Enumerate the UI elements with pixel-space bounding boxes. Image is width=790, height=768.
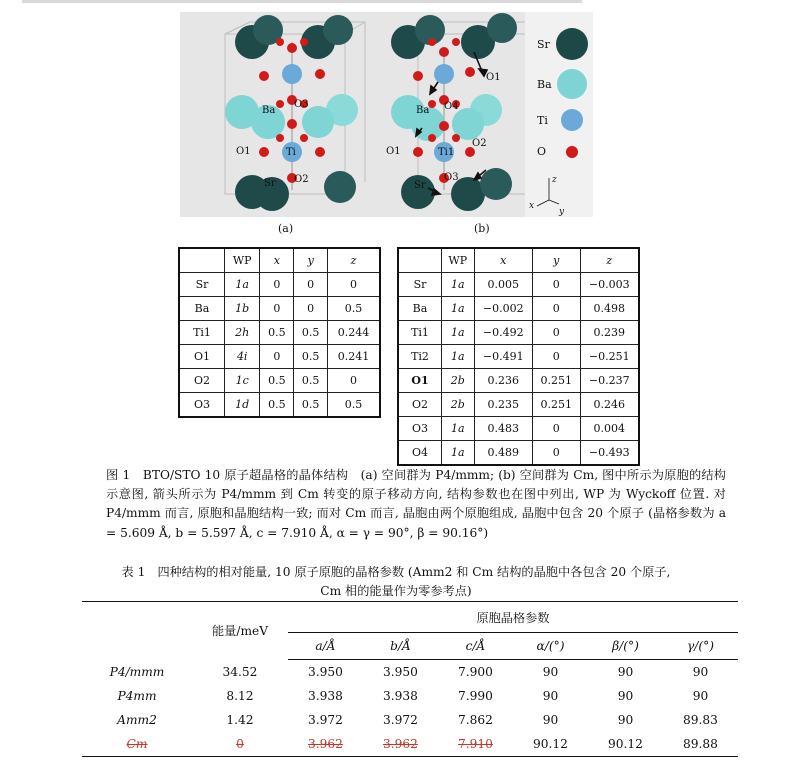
table-cell: 0.244	[328, 321, 380, 345]
table-cell: 3.950	[308, 665, 343, 679]
label-ti1: Ti1	[438, 147, 455, 158]
table-cell: 7.900	[458, 665, 493, 679]
legend-label-ba: Ba	[537, 78, 552, 91]
table-cell: 7.990	[458, 689, 493, 703]
axis-x: x	[529, 201, 535, 211]
energy-lattice-table	[82, 601, 738, 757]
table-header-group: 原胞晶格参数	[288, 602, 738, 633]
table-cell: 0.251	[532, 393, 580, 417]
table-cell: 7.910	[438, 732, 513, 757]
table-cell: Ba	[398, 297, 442, 321]
table-cell: 0.483	[474, 417, 532, 441]
table-subheader-cell: b/Å	[363, 633, 438, 660]
table1-title-line1: 表 1 四种结构的相对能量, 10 原子原胞的晶格参数 (Amm2 和 Cm 结构的晶胞中各包含 20 个原子,	[121, 565, 671, 579]
figure-caption: 图 1 BTO/STO 10 原子超晶格的晶体结构 (a) 空间群为 P4/mmm; (b) 空间群为 Cm, 图中所示为原胞的结构示意图, 箭头所示为 P4/mmm 到 Cm 转变的原子移动方向, 结构参数也在图中列出, WP 为 Wyckoff 位置. 对 P4/mmm 而言, 原胞和晶胞结构一致; 而对 Cm 而言, 晶胞由两个原胞组成, 晶胞中包含 20 个原子 (晶格参数为 a = 5.609 Å, b = 5.597 Å, c = 7.910 Å, α = γ = 90°, β = 90.16°)	[106, 468, 726, 540]
table-cell: −0.251	[580, 345, 639, 369]
table-cell: 0.251	[532, 369, 580, 393]
table-cell: 3.938	[308, 689, 343, 703]
table-row	[179, 369, 380, 393]
table-cell: Sr	[179, 273, 225, 297]
table-row	[398, 417, 639, 441]
table-cell: Ti2	[398, 345, 442, 369]
table-header-cell: x	[260, 248, 294, 273]
table-cell: 3.972	[383, 713, 418, 727]
table-cell: 0	[532, 345, 580, 369]
table-row	[82, 684, 738, 708]
table-cell: 1b	[225, 297, 260, 321]
table-cell: 0.5	[260, 369, 294, 393]
table-cell: 90	[617, 689, 634, 703]
cropped-text-line	[22, 0, 582, 3]
table-cell: 1c	[225, 369, 260, 393]
table-cell: 3.938	[383, 689, 418, 703]
table-cell: 89.83	[683, 713, 718, 727]
table-cell: 0.5	[328, 297, 380, 321]
legend-swatch-ti	[561, 109, 583, 131]
table-row	[82, 660, 738, 685]
crystal-structure-a	[180, 12, 390, 217]
table-cell: 4i	[225, 345, 260, 369]
table-cell: 1a	[442, 321, 475, 345]
table-cell: 0	[328, 273, 380, 297]
label-o1: O1	[386, 146, 401, 157]
table-cell: 1a	[442, 273, 475, 297]
table-cell: 0	[532, 441, 580, 466]
legend-label-ti: Ti	[537, 114, 548, 127]
table-cell: 0	[532, 273, 580, 297]
table-cell: 34.52	[222, 664, 258, 679]
table-row	[82, 732, 738, 757]
table-subheader-cell: γ/(°)	[663, 633, 738, 660]
table-cell: 1a	[225, 273, 260, 297]
table-header-cell: WP	[442, 248, 475, 273]
table-cell: 0.498	[580, 297, 639, 321]
table-header-cell	[398, 248, 442, 273]
table-cell: 0.5	[328, 393, 380, 418]
table-subheader-cell: β/(°)	[588, 633, 663, 660]
table-cell: 0.235	[474, 393, 532, 417]
label-o3: O3	[444, 172, 459, 183]
table-row	[398, 321, 639, 345]
table-row	[398, 369, 639, 393]
table-header-cell: y	[532, 248, 580, 273]
table-cell: 89.88	[663, 732, 738, 757]
label-o1: O1	[236, 146, 251, 157]
table-cell: 0.5	[294, 321, 328, 345]
legend-label-sr: Sr	[537, 38, 550, 51]
table-header-cell: WP	[225, 248, 260, 273]
table-cell: 0.5	[294, 369, 328, 393]
table-cell: O3	[398, 417, 442, 441]
table-cell: 0.239	[580, 321, 639, 345]
axis-y: y	[559, 207, 565, 217]
table-cell: Ti1	[398, 321, 442, 345]
table-cell: 90.12	[588, 732, 663, 757]
label-ti: Ti	[286, 147, 296, 158]
table-cell: −0.491	[474, 345, 532, 369]
table-subheader-cell: α/(°)	[513, 633, 588, 660]
table-subheader-cell: a/Å	[288, 633, 363, 660]
table-cell: 90	[617, 713, 634, 727]
subfigure-label-a: (a)	[278, 222, 294, 235]
table-cell: 90	[542, 689, 559, 703]
label-ba: Ba	[262, 105, 276, 116]
wyckoff-table-cm	[397, 247, 640, 466]
table-cell: 90	[542, 665, 559, 679]
table-cell: 1a	[442, 345, 475, 369]
table-row	[179, 273, 380, 297]
table-header-cell	[82, 602, 192, 660]
table-cell: Ba	[179, 297, 225, 321]
table-cell: 3.962	[288, 732, 363, 757]
table-row	[398, 297, 639, 321]
table-header-cell: x	[474, 248, 532, 273]
atom-legend	[525, 12, 593, 217]
table-cell: Cm	[82, 732, 192, 757]
table-cell: 90	[692, 665, 709, 679]
table-row	[398, 273, 639, 297]
table-cell: −0.003	[580, 273, 639, 297]
table-cell: 1.42	[226, 713, 254, 727]
table1-title	[86, 563, 706, 601]
table-cell: 0.236	[474, 369, 532, 393]
table-cell: 0	[532, 417, 580, 441]
table-cell: 0	[260, 345, 294, 369]
table-cell: 3.962	[363, 732, 438, 757]
legend-label-o: O	[537, 145, 547, 158]
table-cell: Sr	[398, 273, 442, 297]
label-o3: O3	[294, 99, 309, 110]
table-cell: −0.002	[474, 297, 532, 321]
table-row	[398, 441, 639, 466]
subfigure-label-b: (b)	[474, 222, 490, 235]
table-cell: 0.246	[580, 393, 639, 417]
table-cell: 0.5	[260, 321, 294, 345]
table-cell: 0	[260, 297, 294, 321]
table-cell: 90	[542, 713, 559, 727]
table-cell: P4/mmm	[109, 664, 165, 679]
table-row	[179, 297, 380, 321]
table-header-cell: z	[580, 248, 639, 273]
table-cell: 0	[328, 369, 380, 393]
table-cell: 0.5	[260, 393, 294, 418]
table-cell: 0	[294, 273, 328, 297]
label-o2: O2	[294, 174, 309, 185]
label-o1-right: O1	[486, 72, 501, 83]
table-cell: 0.5	[294, 393, 328, 418]
table-cell: 0	[532, 297, 580, 321]
table-cell: Amm2	[117, 713, 157, 727]
label-o2: O2	[472, 138, 487, 149]
table-row	[398, 393, 639, 417]
table-row	[179, 393, 380, 418]
table-cell: −0.493	[580, 441, 639, 466]
table-cell: 0.005	[474, 273, 532, 297]
table-cell: 8.12	[226, 689, 254, 703]
wyckoff-table-p4mmm	[178, 247, 381, 418]
axis-z: z	[552, 175, 557, 185]
table-cell: O4	[398, 441, 442, 466]
table-cell: 0.241	[328, 345, 380, 369]
table-cell: 90	[692, 689, 709, 703]
table-subheader-cell: c/Å	[438, 633, 513, 660]
table-row	[398, 345, 639, 369]
table-cell: 1a	[442, 417, 475, 441]
table-cell: 0.489	[474, 441, 532, 466]
label-ba: Ba	[416, 105, 430, 116]
table-cell: O2	[398, 393, 442, 417]
table-cell: 3.950	[383, 665, 418, 679]
table-cell: 3.972	[308, 713, 343, 727]
table-cell: 2b	[442, 369, 475, 393]
table-cell: 0.5	[294, 345, 328, 369]
table-header-energy: 能量/meV	[192, 602, 288, 660]
table-cell: 2b	[442, 393, 475, 417]
table-cell: 90	[617, 665, 634, 679]
table-cell: 1d	[225, 393, 260, 418]
table-row	[82, 708, 738, 732]
table-cell: 90.12	[513, 732, 588, 757]
table-cell: 7.862	[458, 713, 493, 727]
legend-swatch-o	[566, 146, 578, 158]
table-header-cell: z	[328, 248, 380, 273]
table-cell: O1	[179, 345, 225, 369]
table-cell: 1a	[442, 297, 475, 321]
table-cell: −0.492	[474, 321, 532, 345]
table-cell: 0.004	[580, 417, 639, 441]
table-cell: P4mm	[117, 689, 157, 703]
table1-title-line2: Cm 相的能量作为零参考点)	[320, 584, 472, 598]
table-header-row	[82, 602, 738, 633]
label-o4: O4	[444, 101, 459, 112]
label-sr: Sr	[414, 180, 426, 191]
table-header-row	[179, 248, 380, 273]
table-cell: O2	[179, 369, 225, 393]
table-cell: 0	[294, 297, 328, 321]
table-cell: 0	[532, 321, 580, 345]
table-cell: 1a	[442, 441, 475, 466]
table-cell: 0	[192, 732, 288, 757]
table-cell: O3	[179, 393, 225, 418]
label-sr: Sr	[264, 178, 276, 189]
table-row	[179, 321, 380, 345]
table-cell: O1	[398, 369, 442, 393]
legend-swatch-ba	[557, 69, 587, 99]
table-header-row	[398, 248, 639, 273]
table-header-cell: y	[294, 248, 328, 273]
table-cell: −0.237	[580, 369, 639, 393]
table-header-cell	[179, 248, 225, 273]
table-cell: 0	[260, 273, 294, 297]
legend-swatch-sr	[556, 28, 588, 60]
table-row	[179, 345, 380, 369]
table-cell: 2h	[225, 321, 260, 345]
table-cell: Ti1	[179, 321, 225, 345]
